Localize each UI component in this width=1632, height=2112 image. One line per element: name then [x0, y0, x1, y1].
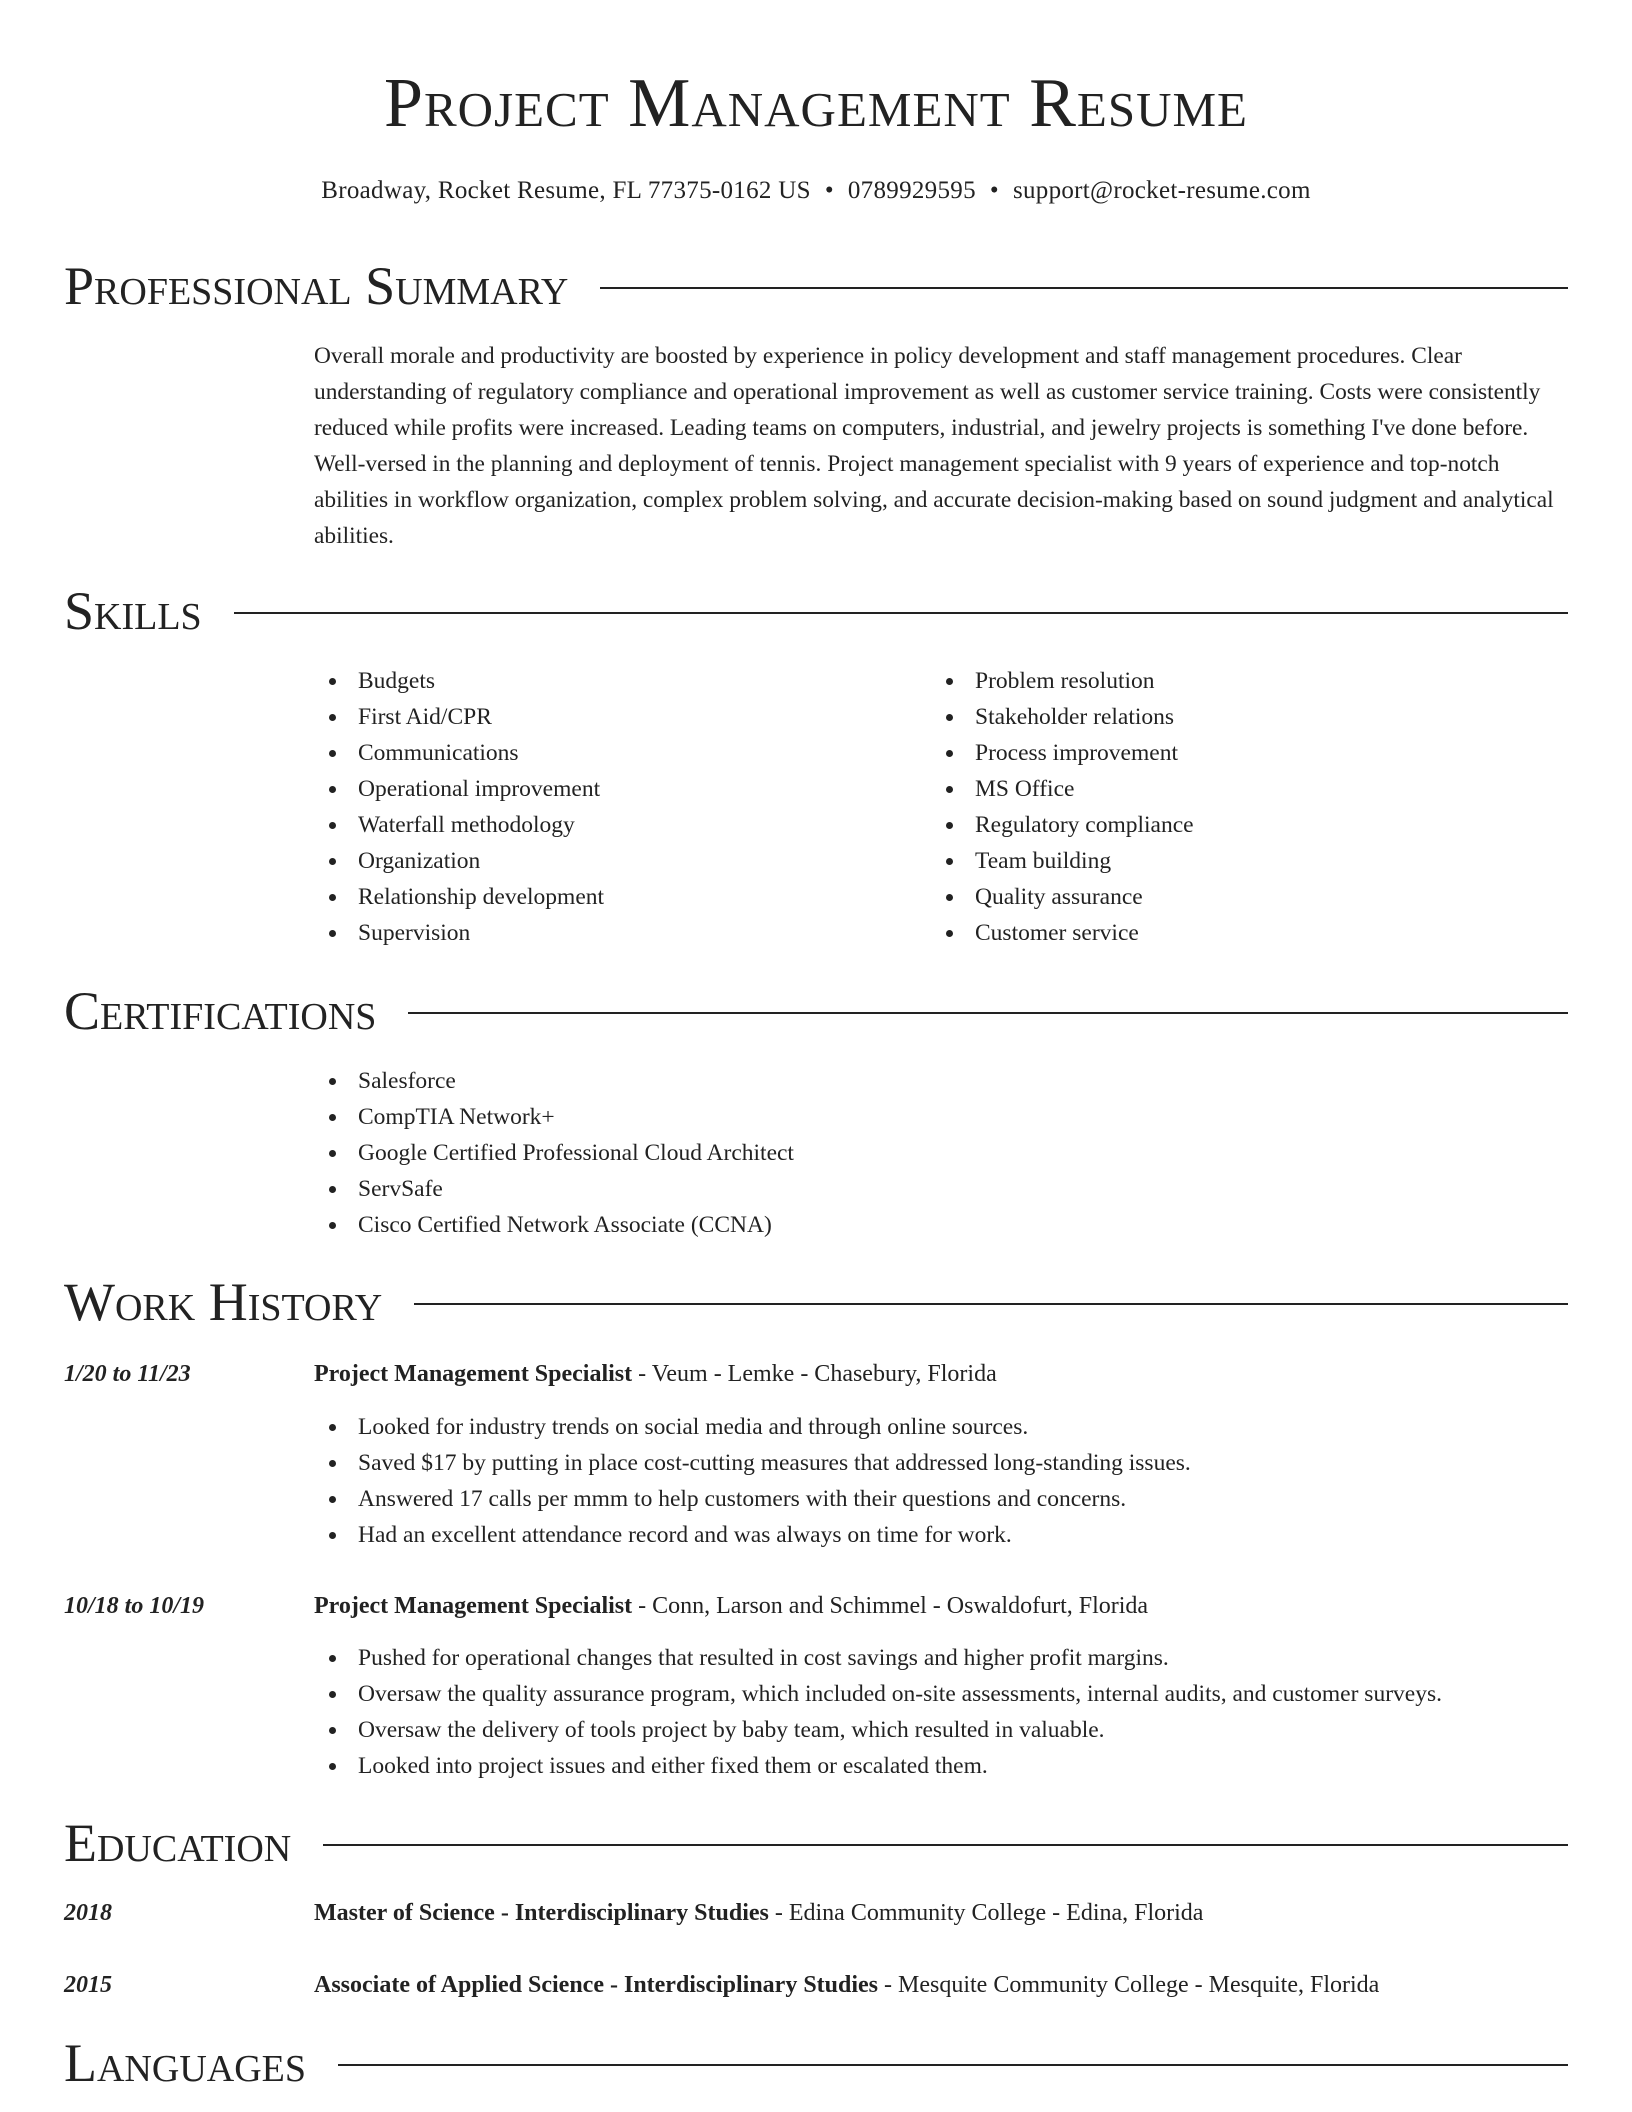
- bullet-icon: [329, 1460, 336, 1467]
- section-divider: [414, 1303, 1568, 1305]
- skill-item: [931, 771, 1531, 807]
- certification-item: [314, 1063, 1314, 1099]
- job-title-line: [314, 1588, 1148, 1624]
- contact-line: [0, 174, 1632, 208]
- job-title: Project Management Specialist: [314, 1593, 633, 1619]
- job-bullet-item: [314, 1748, 1568, 1784]
- skill-label: Organization: [358, 848, 481, 874]
- education-degree: Associate of Applied Science - Interdisciplinary Studies: [314, 1972, 879, 1998]
- job-bullets: [314, 1409, 1568, 1553]
- bullet-icon: [946, 894, 953, 901]
- section-title: Professional Summary: [64, 256, 569, 316]
- skill-label: Team building: [975, 848, 1112, 874]
- section-divider: [600, 287, 1568, 289]
- bullet-icon: [329, 750, 336, 757]
- skill-item: [314, 663, 914, 699]
- job-bullet-text: Oversaw the delivery of tools project by baby team, which resulted in valuable.: [358, 1717, 1105, 1743]
- job-bullet-text: Looked into project issues and either fixed them or escalated them.: [358, 1753, 988, 1779]
- section-header-languages: [64, 2031, 1568, 2095]
- resume-name: Project Management Resume: [384, 65, 1248, 142]
- certification-item: [314, 1171, 1314, 1207]
- certification-label: Google Certified Professional Cloud Architect: [358, 1140, 794, 1166]
- education-details: - Mesquite Community College - Mesquite, Florida: [878, 1972, 1380, 1998]
- bullet-icon: [946, 930, 953, 937]
- summary-text: Overall morale and productivity are boosted by experience in policy development and staff management procedures. Clear understanding of regulatory compliance and operational improvement as well as customer service training. Costs were consistently reduced while profits were increased. Leading teams on computers, industrial, and jewelry projects is something I've done before. Well-versed in the planning and deployment of tennis. Project management specialist with 9 years of experience and top-notch abilities in workflow organization, complex problem solving, and accurate decision-making based on sound judgment and analytical abilities.: [314, 343, 1554, 549]
- job-title-line: [314, 1356, 997, 1392]
- skill-label: Relationship development: [358, 884, 605, 910]
- bullet-icon: [329, 1532, 336, 1539]
- skill-label: Waterfall methodology: [358, 812, 575, 838]
- skill-item: [931, 843, 1531, 879]
- education-year: 2018: [64, 1900, 112, 1926]
- bullet-icon: [329, 1114, 336, 1121]
- bullet-icon: [329, 1691, 336, 1698]
- skill-item: [314, 699, 914, 735]
- certification-label: Salesforce: [358, 1068, 456, 1094]
- contact-phone: 0789929595: [847, 177, 976, 204]
- job-details: - Conn, Larson and Schimmel - Oswaldofurt, Florida: [632, 1593, 1149, 1619]
- bullet-icon: [946, 822, 953, 829]
- bullet-icon: [329, 678, 336, 685]
- skill-item: [931, 915, 1531, 951]
- certification-item: [314, 1099, 1314, 1135]
- certification-item: [314, 1207, 1314, 1243]
- job-dates: 1/20 to 11/23: [64, 1361, 191, 1387]
- skills-list-right: [931, 663, 1531, 951]
- skill-label: Problem resolution: [975, 668, 1155, 694]
- education-line: [314, 1967, 1379, 2003]
- certification-item: [314, 1135, 1314, 1171]
- bullet-icon: [329, 1222, 336, 1229]
- section-title: Certifications: [64, 981, 377, 1041]
- bullet-icon: [946, 858, 953, 865]
- skill-item: [314, 915, 914, 951]
- job-bullet-item: [314, 1676, 1568, 1712]
- skill-item: [314, 879, 914, 915]
- certifications-list: [314, 1063, 1314, 1243]
- skill-label: MS Office: [975, 776, 1075, 802]
- skill-item: [314, 843, 914, 879]
- bullet-icon: [329, 894, 336, 901]
- section-header-certifications: [64, 979, 1568, 1043]
- job-dates: 10/18 to 10/19: [64, 1593, 205, 1619]
- skill-label: Process improvement: [975, 740, 1178, 766]
- contact-address: Broadway, Rocket Resume, FL 77375-0162 US: [321, 177, 811, 204]
- bullet-icon: [329, 786, 336, 793]
- section-title: Skills: [64, 581, 202, 641]
- bullet-icon: [329, 1763, 336, 1770]
- section-divider: [234, 612, 1568, 614]
- skill-label: Stakeholder relations: [975, 704, 1175, 730]
- section-header-education: [64, 1811, 1568, 1875]
- contact-separator: •: [989, 177, 999, 204]
- skill-item: [314, 735, 914, 771]
- job-bullets: [314, 1640, 1568, 1784]
- skill-item: [314, 807, 914, 843]
- section-divider: [408, 1012, 1568, 1014]
- education-degree: Master of Science - Interdisciplinary Studies: [314, 1900, 769, 1926]
- skill-item: [931, 807, 1531, 843]
- section-header-work-history: [64, 1270, 1568, 1334]
- job-bullet-item: [314, 1481, 1568, 1517]
- job-bullet-item: [314, 1445, 1568, 1481]
- skill-item: [314, 771, 914, 807]
- skill-label: Supervision: [358, 920, 471, 946]
- contact-separator: •: [824, 177, 834, 204]
- certification-label: ServSafe: [358, 1176, 443, 1202]
- section-divider: [323, 1844, 1568, 1846]
- skill-item: [931, 879, 1531, 915]
- skill-item: [931, 699, 1531, 735]
- skills-list-left: [314, 663, 914, 951]
- section-header-skills: [64, 579, 1568, 643]
- skill-item: [931, 663, 1531, 699]
- bullet-icon: [946, 750, 953, 757]
- job-bullet-text: Answered 17 calls per mmm to help customers with their questions and concerns.: [358, 1486, 1127, 1512]
- job-details: - Veum - Lemke - Chasebury, Florida: [632, 1361, 997, 1387]
- certification-label: CompTIA Network+: [358, 1104, 555, 1130]
- skill-label: Regulatory compliance: [975, 812, 1194, 838]
- skill-label: Customer service: [975, 920, 1139, 946]
- skill-label: Communications: [358, 740, 519, 766]
- contact-email: support@rocket-resume.com: [1012, 177, 1311, 204]
- bullet-icon: [329, 1078, 336, 1085]
- job-bullet-text: Looked for industry trends on social media and through online sources.: [358, 1414, 1029, 1440]
- bullet-icon: [329, 1496, 336, 1503]
- bullet-icon: [329, 1655, 336, 1662]
- bullet-icon: [329, 1150, 336, 1157]
- skill-label: Budgets: [358, 668, 436, 694]
- bullet-icon: [329, 1424, 336, 1431]
- job-bullet-item: [314, 1409, 1568, 1445]
- section-divider: [338, 2064, 1568, 2066]
- education-year: 2015: [64, 1972, 112, 1998]
- skill-label: Quality assurance: [975, 884, 1143, 910]
- skill-label: Operational improvement: [358, 776, 601, 802]
- certification-label: Cisco Certified Network Associate (CCNA): [358, 1212, 772, 1238]
- job-bullet-text: Oversaw the quality assurance program, which included on-site assessments, internal audits, and customer surveys.: [358, 1681, 1442, 1707]
- skill-label: First Aid/CPR: [358, 704, 492, 730]
- section-title: Education: [64, 1813, 292, 1873]
- bullet-icon: [329, 858, 336, 865]
- job-title: Project Management Specialist: [314, 1361, 633, 1387]
- education-details: - Edina Community College - Edina, Florida: [768, 1900, 1204, 1926]
- job-bullet-text: Had an excellent attendance record and was always on time for work.: [358, 1522, 1012, 1548]
- job-bullet-item: [314, 1640, 1568, 1676]
- job-bullet-item: [314, 1712, 1568, 1748]
- bullet-icon: [946, 786, 953, 793]
- section-header-summary: [64, 254, 1568, 318]
- bullet-icon: [329, 930, 336, 937]
- section-title: Languages: [64, 2033, 306, 2093]
- bullet-icon: [946, 714, 953, 721]
- bullet-icon: [329, 1186, 336, 1193]
- bullet-icon: [329, 714, 336, 721]
- bullet-icon: [946, 678, 953, 685]
- education-line: [314, 1895, 1203, 1931]
- job-bullet-item: [314, 1517, 1568, 1553]
- job-bullet-text: Saved $17 by putting in place cost-cutting measures that addressed long-standing issues.: [358, 1450, 1191, 1476]
- section-title: Work History: [64, 1272, 383, 1332]
- bullet-icon: [329, 822, 336, 829]
- skill-item: [931, 735, 1531, 771]
- bullet-icon: [329, 1727, 336, 1734]
- job-bullet-text: Pushed for operational changes that resulted in cost savings and higher profit margins.: [358, 1645, 1169, 1671]
